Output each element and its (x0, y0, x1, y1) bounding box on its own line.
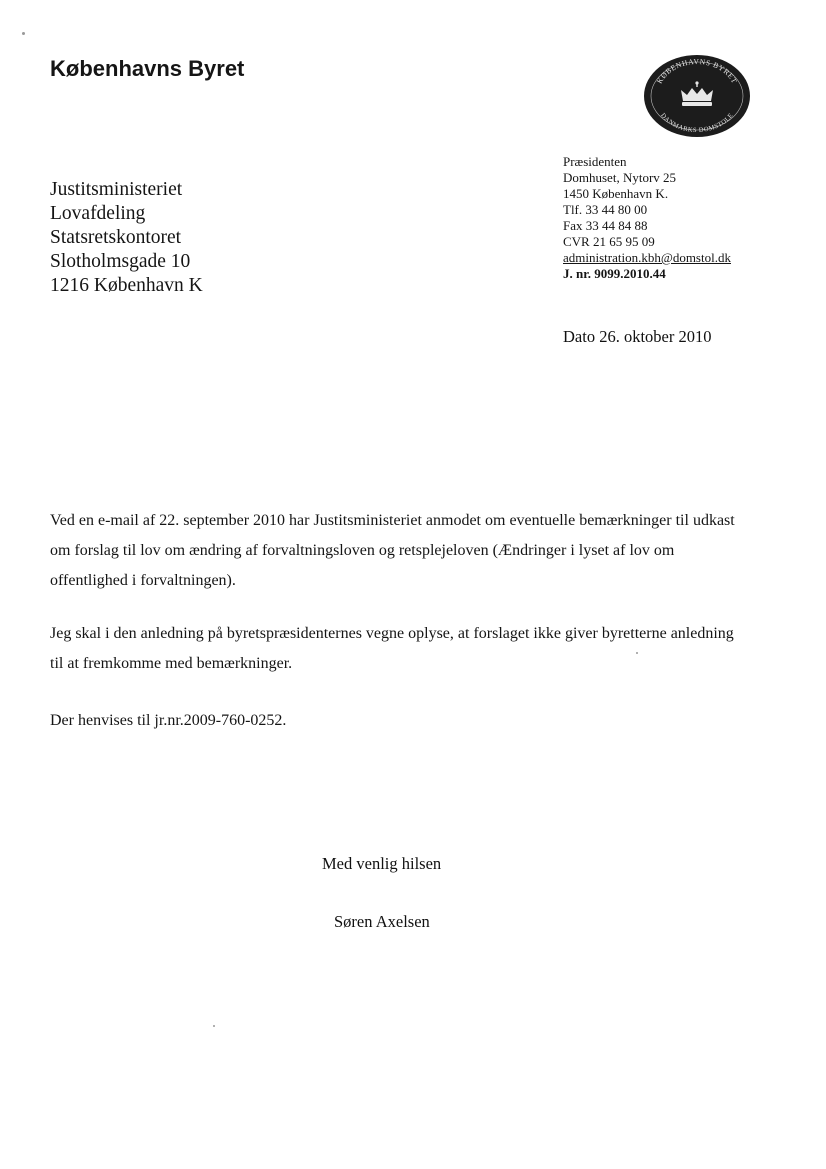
recipient-address (50, 178, 203, 298)
journal-number: J. nr. 9099.2010.44 (563, 266, 666, 281)
sender-info (563, 154, 731, 282)
body-paragraph-3: Der henvises til jr.nr.2009-760-0252. (50, 712, 287, 729)
sender-cvr: CVR 21 65 95 09 (563, 234, 655, 249)
signer-name: Søren Axelsen (334, 912, 430, 931)
sender-phone: Tlf. 33 44 80 00 (563, 202, 648, 217)
sender-email-link[interactable]: administration.kbh@domstol.dk (563, 250, 731, 265)
letter-date: Dato 26. oktober 2010 (563, 327, 712, 346)
sender-fax: Fax 33 44 84 88 (563, 218, 648, 233)
body-paragraph-2: Jeg skal i den anledning på byretspræsidenternes vegne oplyse, at forslaget ikke giver byretterne anledning til at fremkomme med bemærkninger. (50, 625, 734, 672)
sender-city: 1450 København K. (563, 186, 669, 201)
scan-speck (22, 32, 25, 35)
recipient-office: Statsretskontoret (50, 227, 182, 248)
scan-speck (213, 1025, 215, 1027)
recipient-name: Justitsministeriet (50, 179, 183, 200)
court-seal (643, 54, 751, 138)
recipient-city: 1216 København K (50, 275, 203, 296)
recipient-street: Slotholmsgade 10 (50, 251, 191, 272)
closing-greeting: Med venlig hilsen (322, 854, 442, 873)
sender-title: Præsidenten (563, 154, 627, 169)
scan-speck (636, 652, 638, 654)
body-paragraph-1: Ved en e-mail af 22. september 2010 har Justitsministeriet anmodet om eventuelle bemærkninger til udkast om forslag til lov om ændring af forvaltningsloven og retsplejeloven (Ændringer i lyset af lov om offentlighed i forvaltningen). (50, 512, 735, 589)
court-name: Københavns Byret (50, 56, 245, 81)
recipient-department: Lovafdeling (50, 203, 146, 224)
sender-address: Domhuset, Nytorv 25 (563, 170, 677, 185)
seal-bottom-text: DANMARKS DOMSTOLE (659, 112, 735, 135)
seal-top-text: KØBENHAVNS BYRET (654, 56, 740, 86)
